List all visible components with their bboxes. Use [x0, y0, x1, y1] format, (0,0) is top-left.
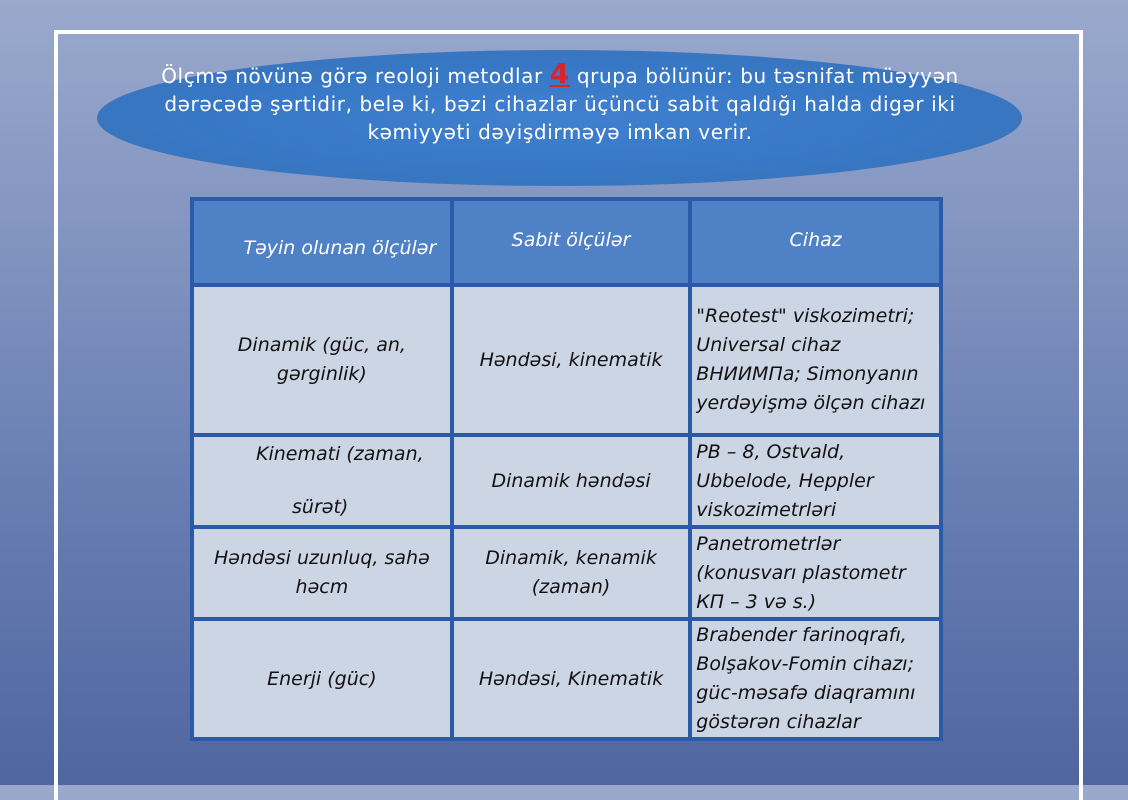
cell-measured: Dinamik (güc, an, gərginlik)	[194, 287, 450, 433]
cell-measured-line1: Kinemati (zaman,	[256, 443, 424, 465]
table-header-row	[194, 201, 939, 283]
intro-number: 4	[549, 57, 570, 90]
cell-constant: Həndəsi, Kinematik	[454, 621, 689, 737]
header-constant: Sabit ölçülər	[454, 201, 689, 283]
cell-device: Brabender farinoqrafı, Bolşakov-Fomin cihazı; güc-məsafə diaqramını göstərən cihazlar	[692, 621, 939, 737]
intro-text-after: qrupa bölünür: bu təsnifat müəyyən dərəcədə şərtidir, belə ki, bəzi cihazlar üçüncü sabit qaldığı halda digər iki kəmiyyəti dəyişdirməyə imkan verir.	[164, 64, 959, 144]
header-device: Cihaz	[692, 201, 939, 283]
cell-device: Panetrometrlər (konusvarı plastometr КП – 3 və s.)	[692, 529, 939, 617]
intro-text-before: Ölçmə növünə görə reoloji metodlar	[161, 64, 550, 88]
table-row	[194, 287, 939, 433]
table-row	[194, 529, 939, 617]
cell-device: PB – 8, Ostvald, Ubbelode, Heppler viskozimetrləri	[692, 437, 939, 525]
methods-table	[190, 197, 943, 741]
header-measured: Təyin olunan ölçülər	[194, 201, 450, 283]
cell-constant: Həndəsi, kinematik	[454, 287, 689, 433]
intro-text	[150, 57, 970, 146]
cell-device: "Reotest" viskozimetri; Universal cihaz ВНИИМПа; Simonyanın yerdəyişmə ölçən cihazı	[692, 287, 939, 433]
table-row	[194, 437, 939, 525]
cell-constant: Dinamik, kenamik (zaman)	[454, 529, 689, 617]
cell-constant: Dinamik həndəsi	[454, 437, 689, 525]
cell-measured-line2: sürət)	[292, 496, 349, 518]
cell-measured	[194, 437, 450, 525]
cell-measured: Həndəsi uzunluq, sahə həcm	[194, 529, 450, 617]
table-row	[194, 621, 939, 737]
cell-measured: Enerji (güc)	[194, 621, 450, 737]
